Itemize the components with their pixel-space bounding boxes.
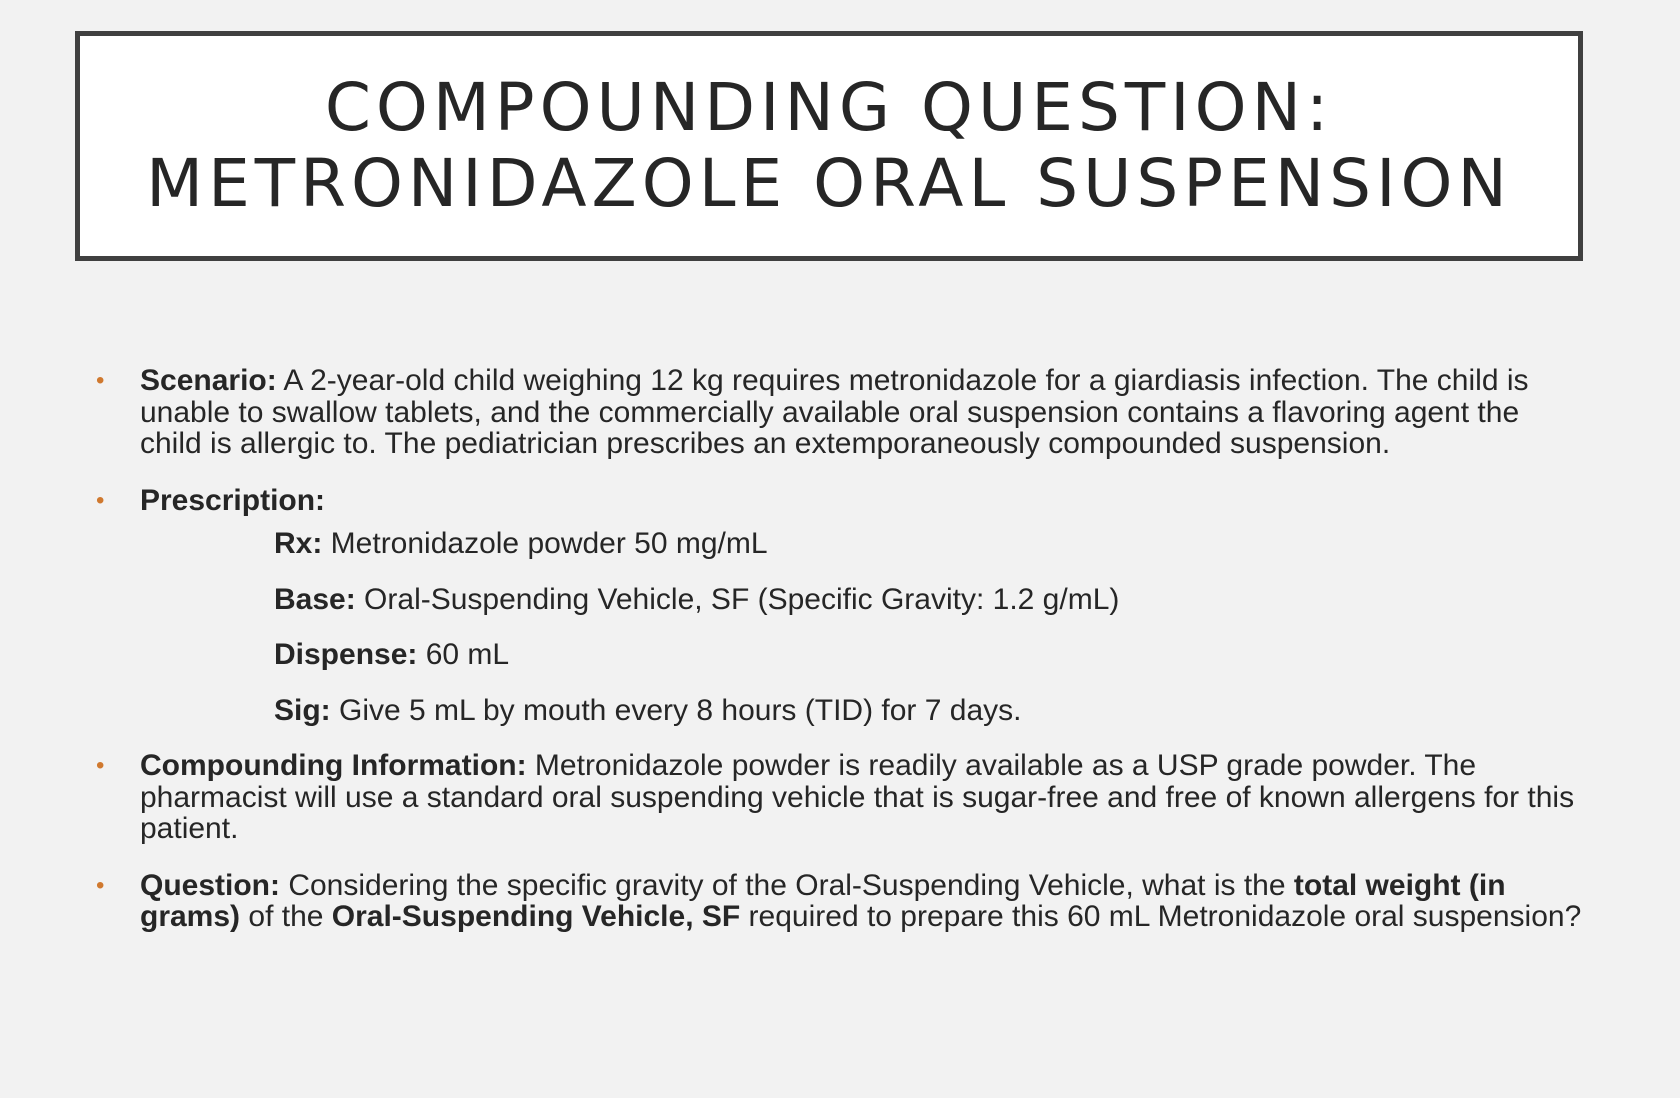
page-title-line-2: METRONIDAZOLE ORAL SUSPENSION bbox=[146, 145, 1512, 222]
rx-label: Rx: bbox=[274, 527, 323, 560]
sig-text: Give 5 mL by mouth every 8 hours (TID) for 7 days. bbox=[330, 693, 1022, 727]
question-bullet bbox=[96, 870, 1586, 933]
title-box bbox=[75, 31, 1583, 261]
compounding-text: Metronidazole powder is readily available as a USP grade powder. The pharmacist will use a standard oral suspending vehicle that is sugar-free and free of known allergens for this patient. bbox=[140, 749, 1575, 845]
bullet-dot-icon: • bbox=[96, 486, 105, 514]
question-text-2: of the bbox=[240, 900, 332, 933]
sig-line bbox=[274, 695, 1586, 727]
question-text-1: Considering the specific gravity of the Oral-Suspending Vehicle, what is the bbox=[280, 868, 1294, 902]
dispense-line bbox=[274, 639, 1586, 671]
bullet-dot-icon: • bbox=[96, 871, 105, 899]
base-label: Base: bbox=[274, 582, 356, 616]
compounding-label: Compounding Information: bbox=[140, 749, 527, 782]
rx-line bbox=[274, 528, 1586, 560]
prescription-details bbox=[96, 528, 1586, 726]
question-bold-1: total weight (in grams) bbox=[140, 868, 1506, 933]
question-bold-2: Oral-Suspending Vehicle, SF bbox=[331, 900, 741, 933]
dispense-label: Dispense: bbox=[274, 638, 418, 671]
compounding-bullet bbox=[96, 750, 1586, 845]
rx-text: Metronidazole powder 50 mg/mL bbox=[322, 527, 768, 560]
dispense-text: 60 mL bbox=[417, 638, 510, 671]
prescription-label: Prescription: bbox=[140, 483, 326, 517]
scenario-bullet bbox=[96, 365, 1586, 460]
scenario-text: A 2-year-old child weighing 12 kg requires metronidazole for a giardiasis infection. The child is unable to swallow tablets, and the commercially available oral suspension contains a flavoring agent the child is allergic to. The pediatrician prescribes an extemporaneously compounded suspension. bbox=[140, 364, 1529, 460]
bullet-dot-icon: • bbox=[96, 367, 105, 394]
base-text: Oral-Suspending Vehicle, SF (Specific Gravity: 1.2 g/mL) bbox=[355, 582, 1120, 616]
page-title-line-1: COMPOUNDING QUESTION: bbox=[324, 69, 1334, 146]
slide-content bbox=[96, 365, 1586, 958]
sig-label: Sig: bbox=[274, 693, 331, 727]
scenario-label: Scenario: bbox=[140, 364, 277, 397]
prescription-bullet bbox=[96, 485, 1586, 517]
question-text-3: required to prepare this 60 mL Metronidazole oral suspension? bbox=[740, 900, 1582, 933]
bullet-dot-icon: • bbox=[96, 752, 105, 779]
question-label: Question: bbox=[140, 868, 280, 902]
base-line bbox=[274, 584, 1586, 616]
